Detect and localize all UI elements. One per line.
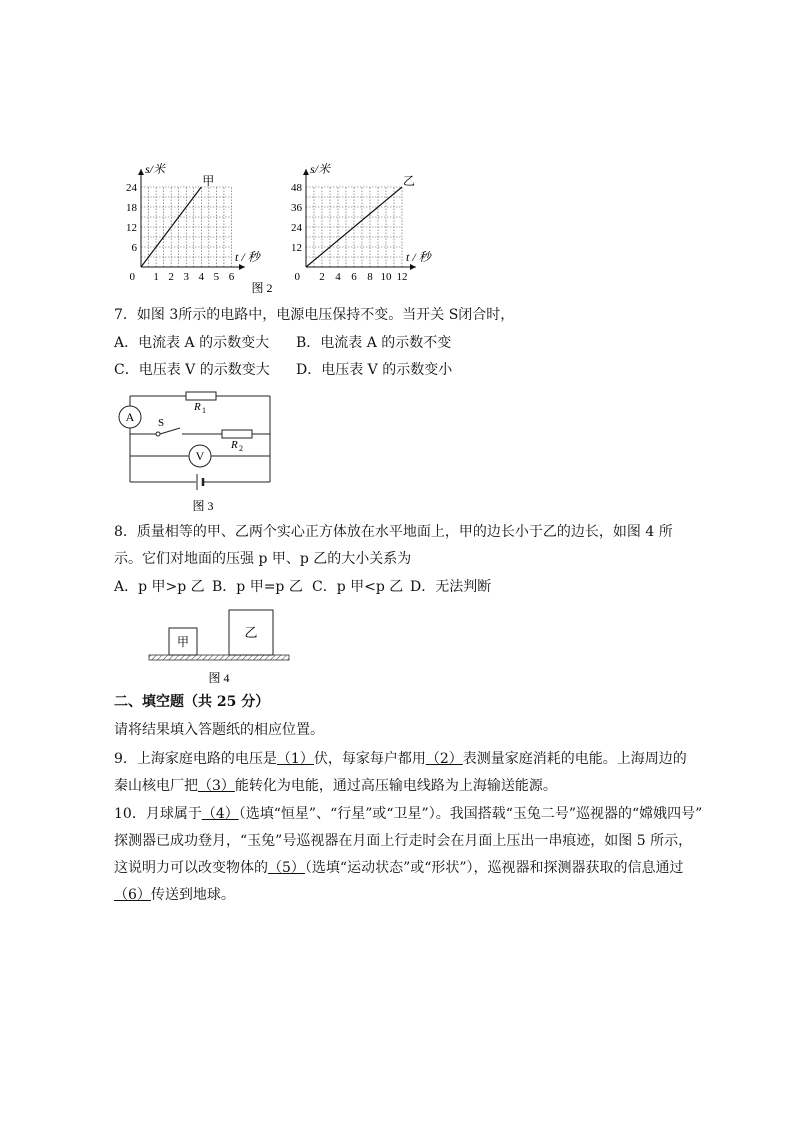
q8-option-b[interactable]: B．p 甲=p 乙 — [212, 579, 303, 595]
y-tick-label: 18 — [126, 202, 137, 214]
figure-2 — [110, 160, 450, 300]
switch-contact-icon — [156, 432, 160, 436]
blank-1[interactable]: （1） — [276, 751, 314, 767]
r2-subscript: 2 — [239, 444, 243, 453]
q10-line-1 — [114, 804, 702, 824]
y-tick-label: 24 — [291, 222, 302, 234]
section-2-heading: 二、填空题（共 25 分） — [114, 694, 270, 710]
x-tick-label: 12 — [396, 271, 408, 283]
r1-label: R — [194, 401, 201, 413]
q10-text-1: 10．月球属于 — [114, 806, 202, 822]
block-yi-label: 乙 — [244, 625, 258, 640]
voltmeter-label: V — [195, 449, 205, 463]
q10-text-4: （选填“运动状态”或“形状”），巡视器和探测器获取的信息通过 — [304, 860, 684, 876]
y-axis-arrow — [138, 169, 144, 175]
x-axis-label: t / 秒 — [406, 250, 431, 264]
q10-text-5: 传送到地球。 — [150, 887, 235, 903]
q8-option-c[interactable]: C．p 甲<p 乙 — [312, 579, 404, 595]
r1-subscript: 1 — [202, 406, 206, 415]
figure-4-caption: 图 4 — [208, 671, 230, 685]
y-tick-label: 36 — [291, 202, 302, 214]
q7-option-b[interactable]: B．电流表 A 的示数不变 — [296, 335, 452, 351]
x-tick-label: 6 — [228, 271, 235, 283]
y-tick-label: 6 — [131, 242, 137, 254]
q10-line-2: 探测器已成功登月，“玉兔”号巡视器在月面上行走时会在月面上压出一串痕迹，如图 5 所示， — [114, 833, 693, 849]
blank-6[interactable]: （6） — [114, 887, 151, 903]
origin-label: 0 — [129, 271, 135, 283]
q10-line-3 — [114, 858, 684, 878]
q9-text-1: 9．上海家庭电路的电压是 — [114, 751, 277, 767]
ground — [149, 655, 289, 660]
q9-text-2: 伏，每家每户都用 — [313, 751, 426, 767]
x-tick-label: 5 — [213, 271, 220, 283]
q9-text-3: 表测量家庭消耗的电能。上海周边的 — [462, 751, 687, 767]
q10-text-3: 这说明力可以改变物体的 — [114, 860, 268, 876]
block-jia-label: 甲 — [176, 635, 190, 649]
switch-label: S — [158, 417, 165, 429]
figure-3-caption: 图 3 — [192, 499, 214, 513]
series-label: 乙 — [403, 174, 416, 188]
figure-2-caption: 图 2 — [251, 281, 273, 295]
battery-icon — [197, 474, 203, 490]
q8-stem-line-1: 8．质量相等的甲、乙两个实心正方体放在水平地面上，甲的边长小于乙的边长，如图 4 所 — [114, 524, 673, 540]
q7-option-a[interactable]: A．电流表 A 的示数变大 — [114, 335, 270, 351]
q7-stem: 7．如图 3所示的电路中，电源电压保持不变。当开关 S闭合时， — [114, 307, 515, 323]
q8-option-a[interactable]: A．p 甲>p 乙 — [114, 579, 205, 595]
blank-5[interactable]: （5） — [268, 860, 305, 876]
x-axis-label: t / 秒 — [235, 250, 260, 264]
circuit-figure-3 — [110, 388, 290, 518]
x-tick-label: 10 — [380, 271, 392, 283]
series-label: 甲 — [202, 174, 215, 188]
x-tick-label: 1 — [153, 271, 159, 283]
q9-line-1 — [114, 749, 687, 769]
q7-option-d[interactable]: D．电压表 V 的示数变小 — [296, 362, 453, 378]
x-axis-arrow — [239, 264, 245, 270]
q8-stem-line-2: 示。它们对地面的压强 p 甲、p 乙的大小关系为 — [114, 551, 412, 567]
y-axis-arrow — [303, 169, 309, 175]
q8-option-d[interactable]: D．无法判断 — [410, 579, 492, 595]
chart-right — [291, 162, 433, 283]
resistor-r1 — [186, 392, 216, 400]
x-axis-arrow — [410, 264, 416, 270]
x-tick-label: 3 — [183, 271, 189, 283]
resistor-r2 — [222, 430, 252, 438]
x-tick-label: 6 — [351, 271, 357, 283]
x-tick-label: 8 — [367, 271, 373, 283]
blank-2[interactable]: （2） — [425, 751, 463, 767]
x-tick-label: 2 — [168, 271, 174, 283]
origin-label: 0 — [294, 271, 300, 283]
figure-4 — [145, 604, 295, 688]
ammeter-label: A — [125, 410, 135, 424]
y-tick-label: 12 — [291, 242, 302, 254]
y-axis-label: s/米 — [145, 162, 166, 176]
x-tick-label: 4 — [335, 271, 341, 283]
blank-3[interactable]: （3） — [198, 778, 235, 794]
y-axis-label: s/米 — [310, 162, 331, 176]
blank-4[interactable]: （4） — [201, 806, 239, 822]
y-tick-label: 24 — [126, 182, 137, 194]
chart-left — [126, 162, 262, 283]
q7-option-c[interactable]: C．电压表 V 的示数变大 — [114, 362, 270, 378]
q10-text-2: （选填“恒星”、“行星”或“卫星”）。我国搭载“玉兔二号”巡视器的“嫦娥四号” — [238, 806, 703, 822]
x-tick-label: 2 — [319, 271, 325, 283]
section-2-instruction: 请将结果填入答题纸的相应位置。 — [114, 722, 324, 738]
q9-line-2 — [114, 776, 557, 796]
y-tick-label: 12 — [126, 222, 137, 234]
r2-label: R — [231, 439, 238, 451]
q9-text-4: 秦山核电厂把 — [114, 778, 198, 794]
q10-line-4 — [114, 885, 235, 905]
x-tick-label: 4 — [198, 271, 205, 283]
y-tick-label: 48 — [291, 182, 302, 194]
q9-text-5: 能转化为电能，通过高压输电线路为上海输送能源。 — [234, 778, 557, 794]
